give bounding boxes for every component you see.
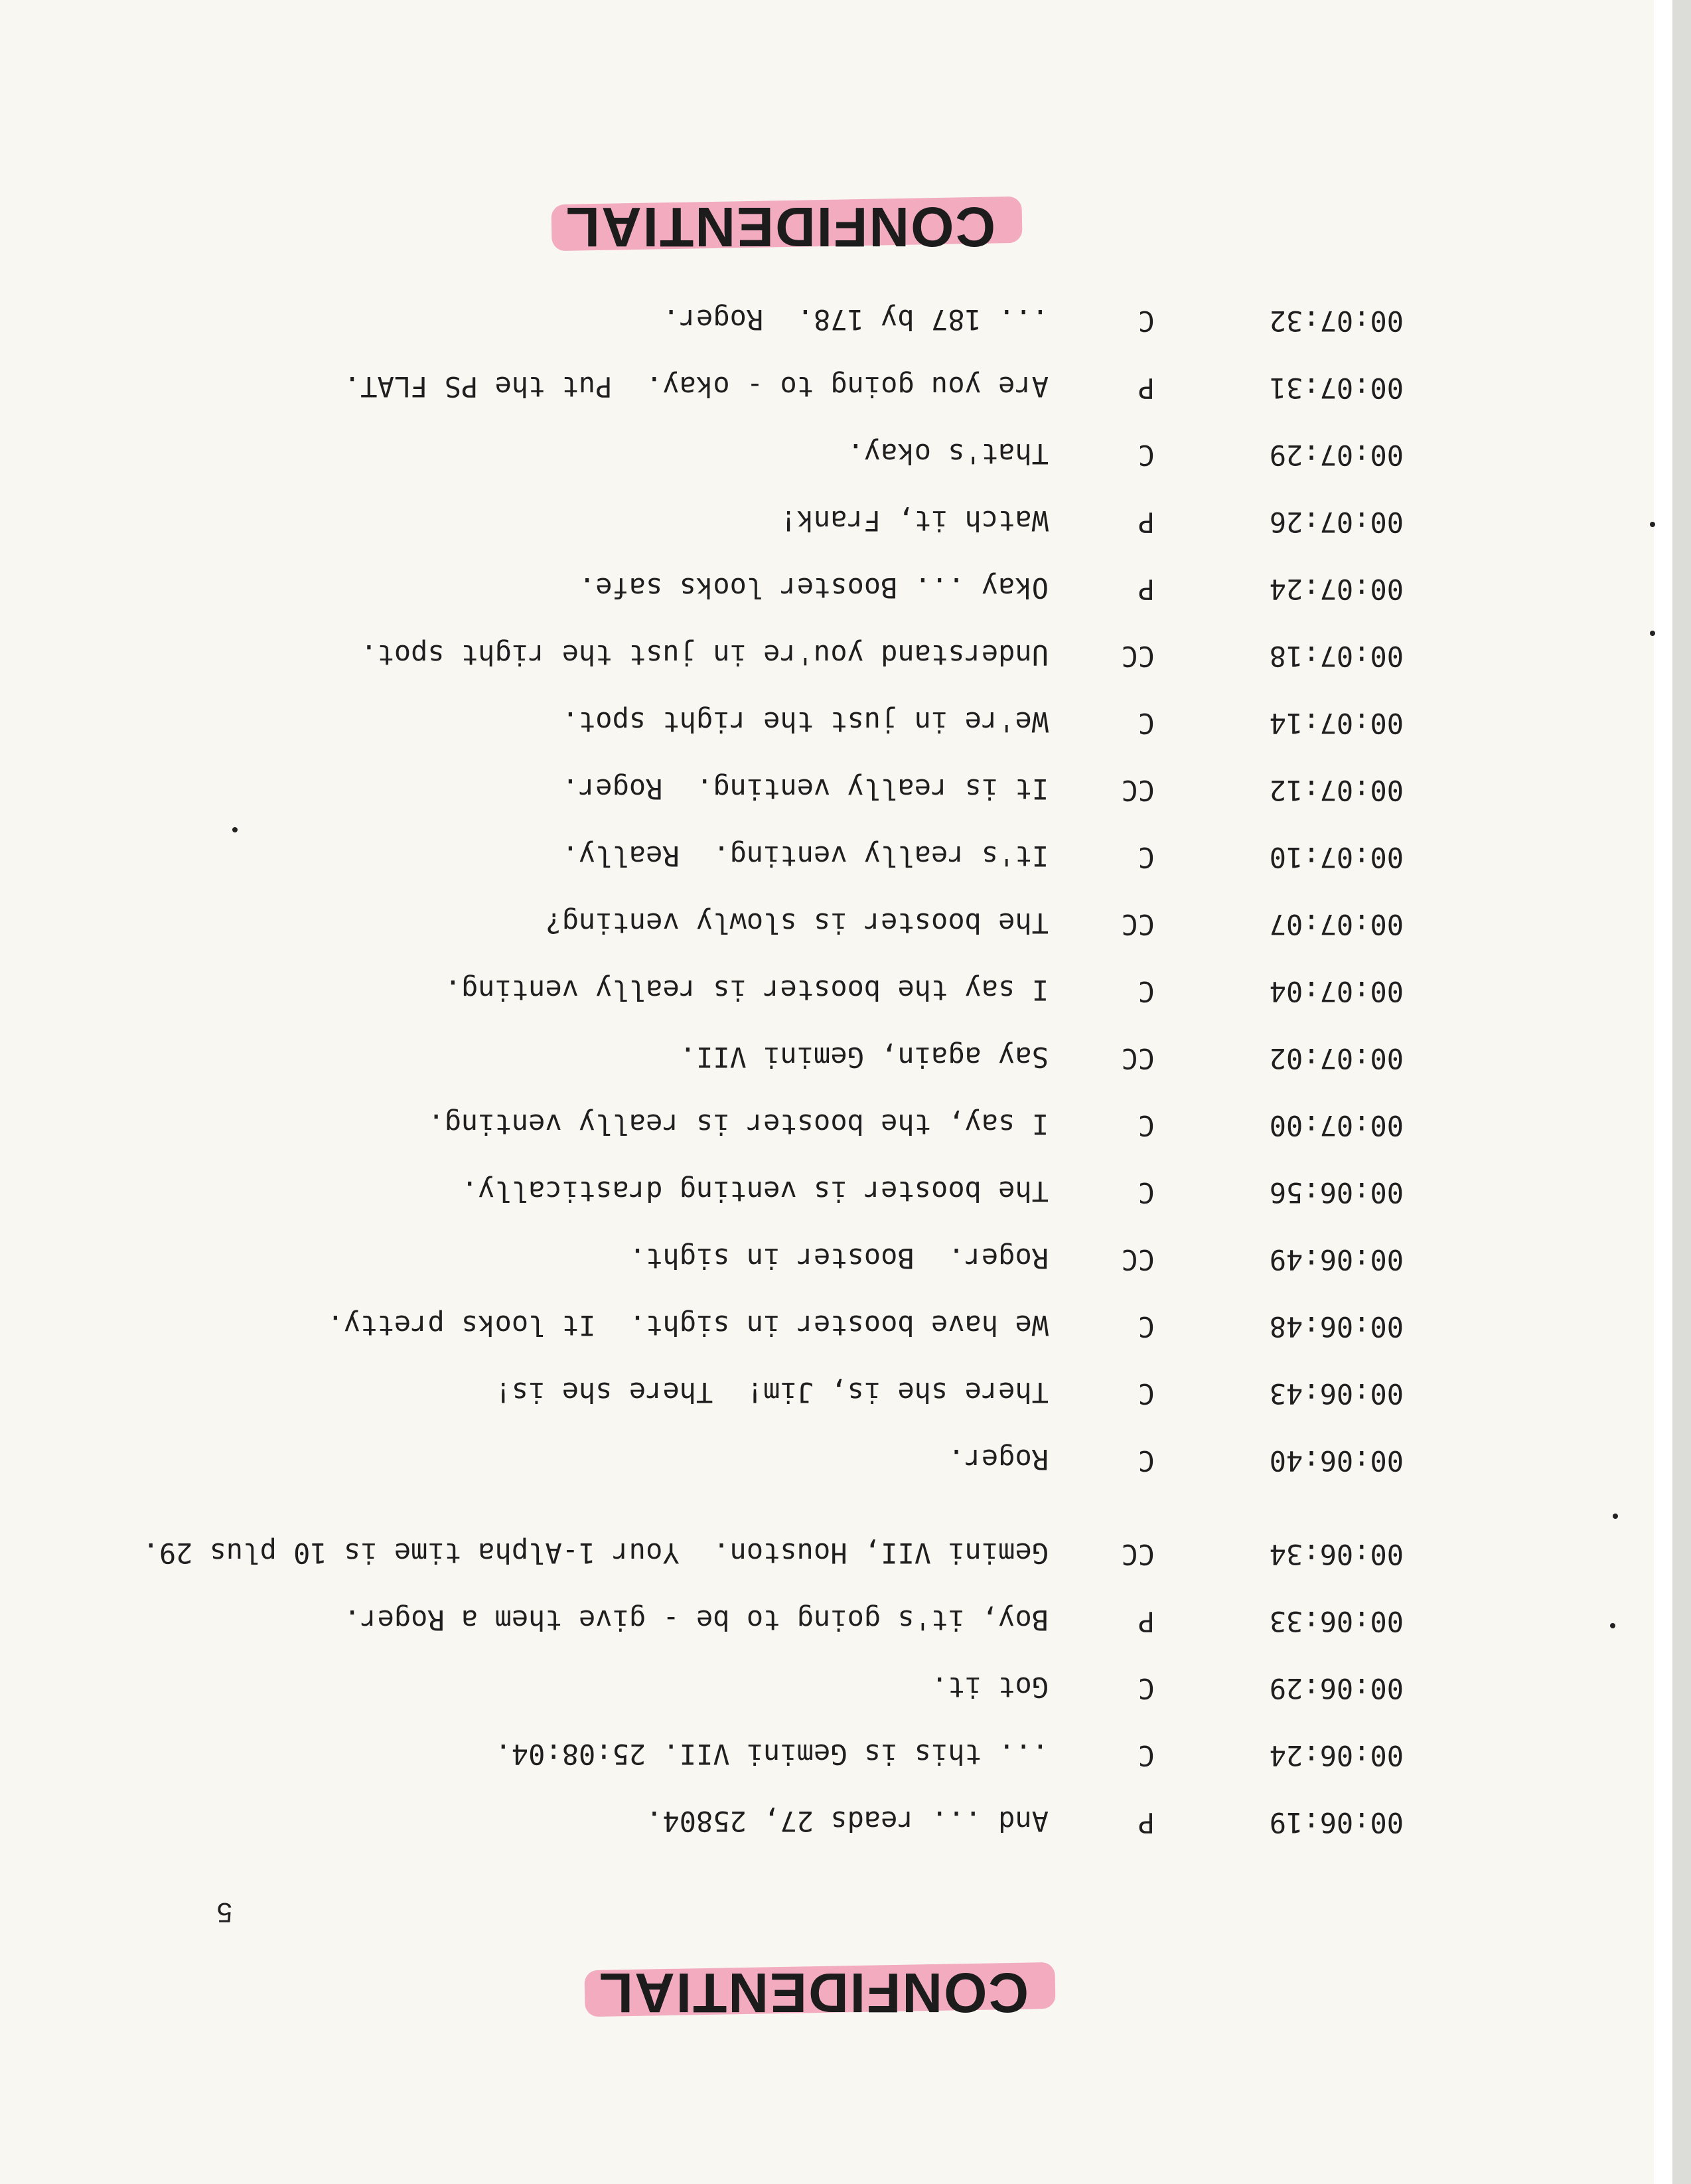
punch-mark: [1610, 1623, 1615, 1628]
dialogue-text: The booster is venting drastically.: [461, 1175, 1049, 1208]
dialogue-text: Understand you're in just the right spot.: [360, 639, 1049, 671]
timestamp: 00:07:12: [1269, 774, 1404, 807]
speaker-code: C: [1138, 1176, 1155, 1209]
dialogue-text: I say, the booster is really venting.: [427, 1108, 1049, 1140]
speaker-code: C: [1138, 707, 1155, 740]
transcript-row: [0, 767, 1672, 807]
speaker-code: CC: [1121, 774, 1155, 807]
page-number: 5: [216, 1897, 232, 1928]
speaker-code: CC: [1121, 1042, 1155, 1075]
dialogue-text: I say the booster is really venting.: [444, 974, 1049, 1006]
dialogue-text: We have booster in sight. It looks pretty.: [327, 1309, 1049, 1342]
punch-mark: [232, 827, 238, 832]
speaker-code: P: [1138, 573, 1155, 605]
timestamp: 00:06:40: [1269, 1444, 1404, 1477]
timestamp: 00:07:00: [1269, 1109, 1404, 1142]
punch-mark: [1650, 522, 1655, 527]
dialogue-text: Roger. Booster in sight.: [628, 1242, 1049, 1275]
speaker-code: C: [1138, 975, 1155, 1008]
transcript-row: [0, 1303, 1672, 1343]
timestamp: 00:06:48: [1269, 1310, 1404, 1343]
transcript-row: [0, 431, 1672, 471]
speaker-code: C: [1138, 1377, 1155, 1410]
timestamp: 00:06:56: [1269, 1176, 1404, 1209]
speaker-code: CC: [1121, 1538, 1155, 1571]
speaker-code: P: [1138, 1605, 1155, 1638]
timestamp: 00:07:18: [1269, 640, 1404, 672]
transcript-row: [0, 968, 1672, 1008]
dialogue-text: And ... reads 27, 25804.: [646, 1805, 1049, 1837]
timestamp: 00:07:14: [1269, 707, 1404, 740]
transcript-row: [0, 1799, 1672, 1839]
speaker-code: C: [1138, 841, 1155, 874]
timestamp: 00:07:24: [1269, 573, 1404, 605]
timestamp: 00:06:34: [1269, 1538, 1404, 1571]
speaker-code: C: [1138, 439, 1155, 471]
transcript-row: [0, 1437, 1672, 1477]
transcript-row: [0, 1236, 1672, 1276]
dialogue-text: Watch it, Frank!: [780, 505, 1049, 537]
dialogue-text: It's really venting. Really.: [561, 840, 1049, 872]
transcript-row: [0, 901, 1672, 941]
dialogue-text: Say again, Gemini VII.: [679, 1041, 1049, 1073]
timestamp: 00:07:07: [1269, 908, 1404, 941]
speaker-code: CC: [1121, 1243, 1155, 1276]
transcript-row: [0, 834, 1672, 874]
dialogue-text: ... this is Gemini VII. 25:08:04.: [494, 1738, 1049, 1770]
dialogue-text: ... 187 by 178. Roger.: [662, 303, 1049, 336]
transcript-row: [0, 1732, 1672, 1772]
transcript-row: [0, 1598, 1672, 1638]
confidential-stamp-bottom: CONFIDENTIAL: [598, 1960, 1029, 2025]
timestamp: 00:07:32: [1269, 305, 1404, 337]
dialogue-text: Boy, it's going to be - give them a Roger.: [343, 1604, 1049, 1636]
dialogue-text: That's okay.: [847, 437, 1049, 470]
punch-mark: [1650, 631, 1655, 636]
speaker-code: C: [1138, 1310, 1155, 1343]
dialogue-text: There she is, Jim! There she is!: [494, 1376, 1049, 1409]
timestamp: 00:06:29: [1269, 1672, 1404, 1705]
speaker-code: C: [1138, 305, 1155, 337]
dialogue-text: The booster is slowly venting?: [545, 907, 1049, 939]
transcript-row: [0, 1665, 1672, 1705]
transcript-row: [0, 566, 1672, 605]
timestamp: 00:06:24: [1269, 1739, 1404, 1772]
transcript-row: [0, 1169, 1672, 1209]
timestamp: 00:07:31: [1269, 372, 1404, 404]
confidential-stamp-top: CONFIDENTIAL: [565, 195, 995, 259]
timestamp: 00:07:02: [1269, 1042, 1404, 1075]
dialogue-text: Are you going to - okay. Put the PS FLAT.: [343, 370, 1049, 403]
speaker-code: P: [1138, 1806, 1155, 1839]
dialogue-text: Roger.: [948, 1443, 1049, 1476]
timestamp: 00:07:26: [1269, 506, 1404, 538]
transcript-row: [0, 633, 1672, 672]
dialogue-text: Gemini VII, Houston. Your 1-Alpha time is 10 plus 29.: [142, 1537, 1049, 1569]
transcript-row: [0, 1531, 1672, 1571]
transcript-row: [0, 1370, 1672, 1410]
timestamp: 00:06:19: [1269, 1806, 1404, 1839]
transcript-row: [0, 700, 1672, 740]
punch-mark: [1613, 1514, 1618, 1519]
transcript-row: [0, 297, 1672, 337]
speaker-code: C: [1138, 1444, 1155, 1477]
timestamp: 00:07:04: [1269, 975, 1404, 1008]
speaker-code: P: [1138, 372, 1155, 404]
timestamp: 00:07:10: [1269, 841, 1404, 874]
timestamp: 00:07:29: [1269, 439, 1404, 471]
speaker-code: C: [1138, 1739, 1155, 1772]
timestamp: 00:06:33: [1269, 1605, 1404, 1638]
transcript-row: [0, 1035, 1672, 1075]
dialogue-text: Okay ... Booster looks safe.: [578, 572, 1049, 604]
transcript-row: [0, 499, 1672, 538]
speaker-code: P: [1138, 506, 1155, 538]
dialogue-text: It is really venting. Roger.: [561, 773, 1049, 805]
timestamp: 00:06:49: [1269, 1243, 1404, 1276]
speaker-code: C: [1138, 1672, 1155, 1705]
transcript-row: [0, 364, 1672, 404]
speaker-code: C: [1138, 1109, 1155, 1142]
dialogue-text: We're in just the right spot.: [561, 706, 1049, 738]
speaker-code: CC: [1121, 908, 1155, 941]
dialogue-text: Got it.: [930, 1671, 1049, 1703]
speaker-code: CC: [1121, 640, 1155, 672]
transcript-row: [0, 1102, 1672, 1142]
timestamp: 00:06:43: [1269, 1377, 1404, 1410]
